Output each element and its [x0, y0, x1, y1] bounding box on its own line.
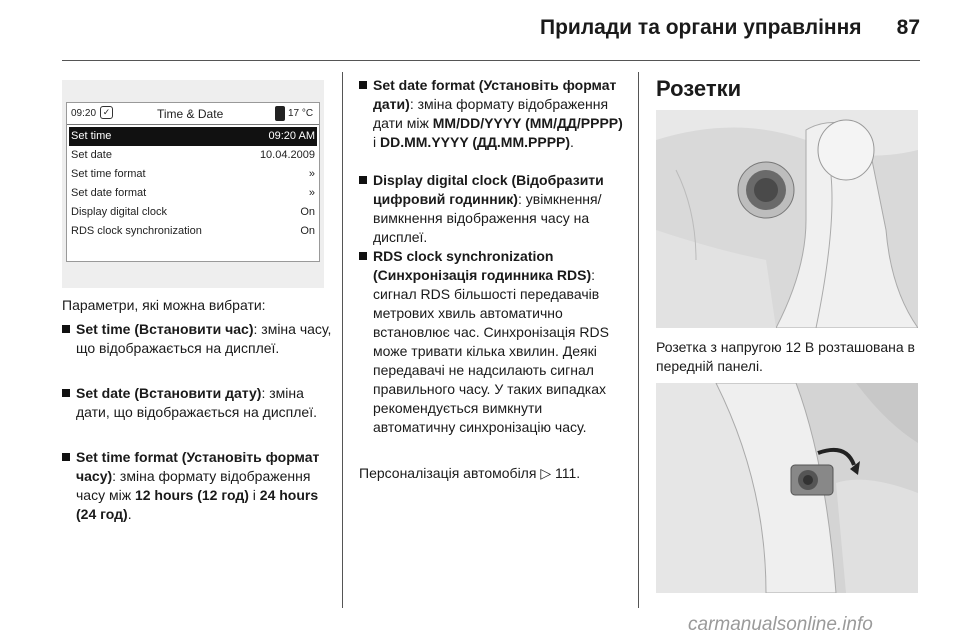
item-term: 24 hours (24 год)	[76, 487, 319, 522]
list-item-set-date-format	[359, 76, 625, 152]
item-term: Set date format (Установіть формат дати)	[373, 77, 617, 112]
list-item-set-time	[62, 320, 332, 358]
menu-row-set-time	[69, 127, 317, 146]
watermark: carmanualsonline.info	[688, 614, 873, 635]
reference-page: 111.	[555, 465, 581, 481]
item-description: .	[570, 134, 574, 150]
menu-row-label: Set time format	[71, 168, 146, 180]
menu-row-value: On	[300, 225, 315, 237]
item-term: 12 hours (12 год)	[134, 487, 249, 503]
bullet-square-icon	[62, 453, 70, 461]
menu-row-display-digital-clock	[69, 203, 317, 222]
menu-row-label: RDS clock synchronization	[71, 225, 202, 237]
display-status-bar	[67, 103, 319, 125]
bullet-square-icon	[62, 389, 70, 397]
item-description: : сигнал RDS більшості передавачів метрових хвиль автоматично встановлює час. Синхронізація RDS може тривати кілька хвилин. Деякі передавачі не надсилають сигнал правильного часу. У таких випадках рекомендується вимкнути автоматичну синхронізацію часу.	[373, 267, 609, 435]
item-term: Display digital clock (Відобразити цифровий годинник)	[373, 172, 604, 207]
item-description: : зміна формату відображення часу між	[76, 468, 311, 503]
menu-row-label: Set time	[71, 130, 112, 142]
item-term: Set time format (Установіть формат часу)	[76, 449, 320, 484]
column-divider-2	[638, 72, 639, 608]
header-rule	[62, 60, 920, 61]
page-number: 87	[896, 16, 920, 39]
item-description: : зміна часу, що відображається на дисплеї.	[76, 321, 332, 356]
list-item-set-date	[62, 384, 338, 422]
item-term: DD.MM.YYYY (ДД.ММ.РРРР)	[380, 134, 571, 150]
socket-caption: Розетка з напругою 12 В розташована в передній панелі.	[656, 339, 915, 374]
menu-row-value: On	[300, 206, 315, 218]
menu-row-label: Display digital clock	[71, 206, 167, 218]
menu-row-value: 09:20 AM	[268, 130, 315, 142]
page-header-title: Прилади та органи управління	[540, 16, 862, 39]
display-clock: 09:20	[71, 108, 97, 119]
list-item-rds-clock-sync	[359, 247, 627, 437]
chevron-right-icon: »	[308, 168, 315, 180]
menu-row-rds-clock-sync	[69, 222, 317, 241]
menu-row-label: Set date format	[71, 187, 147, 199]
socket-overview-illustration	[656, 110, 918, 328]
display-temperature: 17 °C	[288, 108, 314, 119]
column-divider-1	[342, 72, 343, 608]
clock-check-icon: ✓	[100, 106, 113, 119]
item-description: : зміна формату відображення дати між	[373, 96, 609, 131]
menu-row-value: 10.04.2009	[259, 149, 315, 161]
socket-photo-closeup	[656, 383, 918, 593]
item-description: : увімкнення/вимкнення відображення часу на дисплеї.	[373, 191, 602, 245]
info-display	[66, 102, 320, 262]
bullet-square-icon	[62, 325, 70, 333]
item-term: MM/DD/YYYY (ММ/ДД/РРРР)	[432, 115, 623, 131]
bullet-square-icon	[359, 252, 367, 260]
item-term: RDS clock synchronization (Синхронізація годинника RDS)	[373, 248, 592, 283]
socket-closeup-illustration	[656, 383, 918, 593]
item-description: і	[373, 134, 380, 150]
item-term: Set time (Встановити час)	[76, 321, 254, 337]
display-menu-title: Time & Date	[157, 107, 224, 121]
options-intro: Параметри, які можна вибрати:	[62, 297, 266, 313]
menu-row-set-time-format	[69, 165, 317, 184]
bullet-square-icon	[359, 176, 367, 184]
section-heading: Розетки	[656, 76, 742, 101]
menu-row-set-date-format	[69, 184, 317, 203]
list-item-display-digital-clock	[359, 171, 629, 247]
display-screen-illustration	[62, 80, 324, 288]
reference-text: Персоналізація автомобіля	[359, 465, 537, 481]
thermometer-icon	[275, 106, 285, 121]
socket-photo-overview	[656, 110, 918, 328]
menu-row-label: Set date	[71, 149, 112, 161]
menu-row-set-date	[69, 146, 317, 165]
cross-reference	[359, 464, 629, 483]
chevron-right-icon: »	[308, 187, 315, 199]
item-description: : зміна дати, що відображається на дисплеї.	[76, 385, 317, 420]
reference-arrow-icon: ▷	[540, 465, 552, 481]
bullet-square-icon	[359, 81, 367, 89]
list-item-set-time-format	[62, 448, 322, 524]
item-term: Set date (Встановити дату)	[76, 385, 262, 401]
item-description: .	[127, 506, 132, 522]
item-description: і	[248, 487, 260, 503]
